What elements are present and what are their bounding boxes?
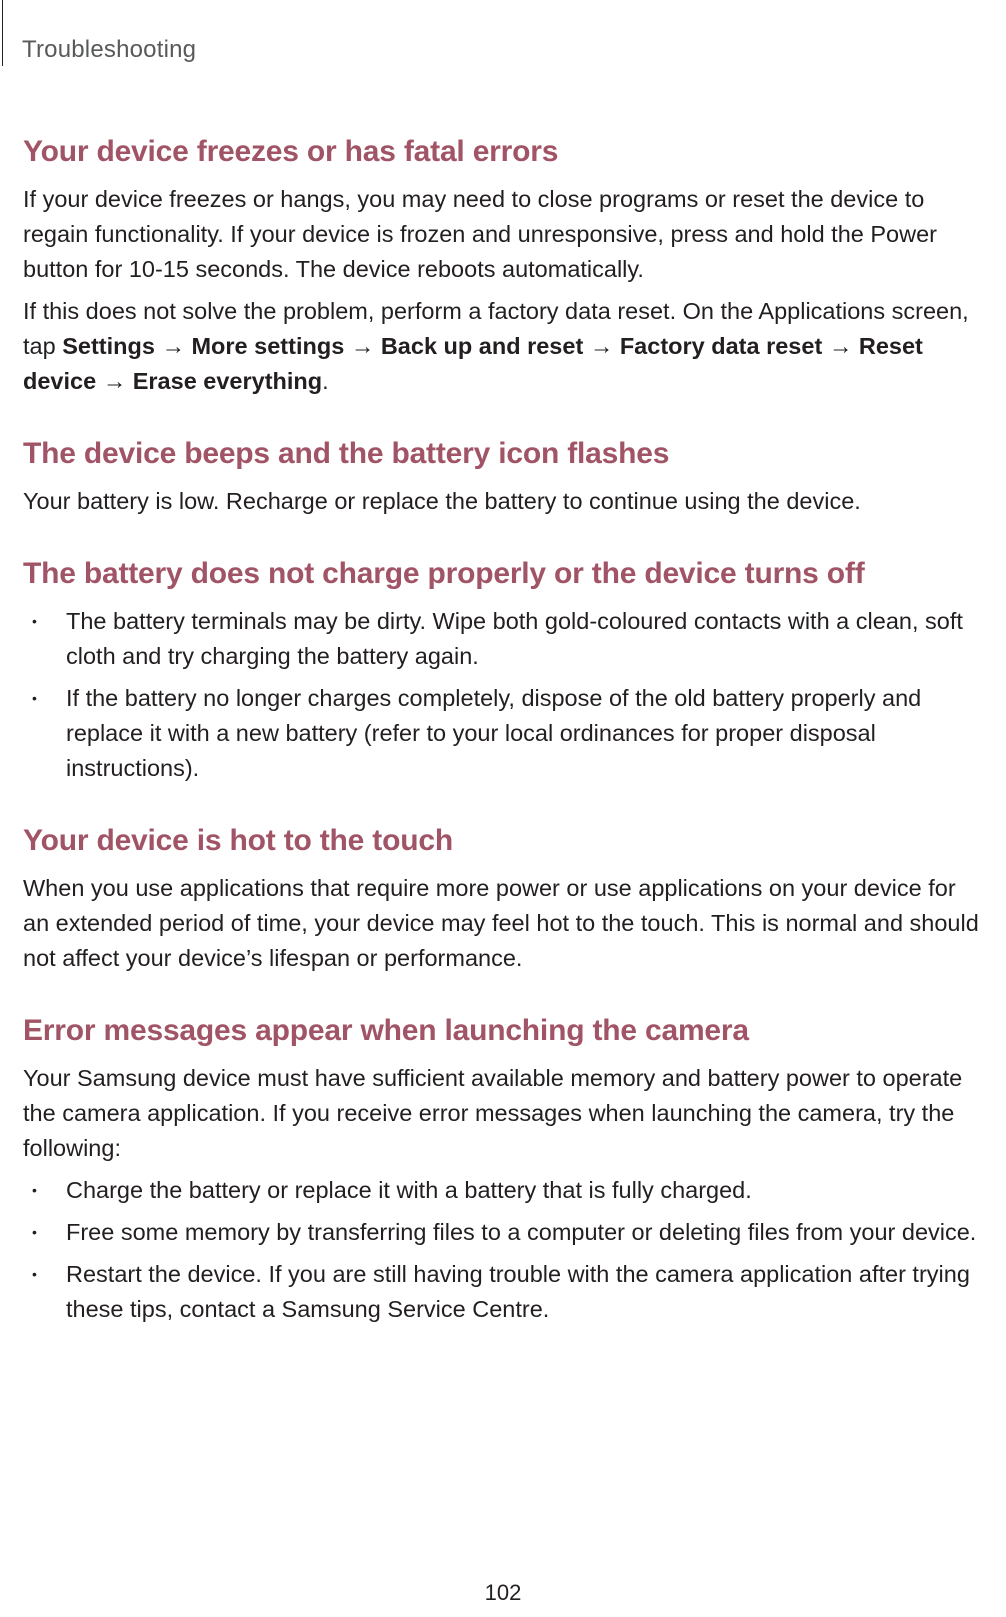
period: . (322, 368, 329, 394)
section-heading: The battery does not charge properly or the device turns off (23, 557, 865, 590)
paragraph: If your device freezes or hangs, you may need to close programs or reset the device to regain functionality. If your device is frozen and unresponsive, press and hold the Power button for 10-15 seconds. The device reboots automatically. (23, 186, 937, 282)
section-heading: Error messages appear when launching the camera (23, 1014, 749, 1047)
chapter-title: Troubleshooting (22, 36, 197, 63)
section-heading: Your device freezes or has fatal errors (23, 135, 559, 168)
section-device-hot (23, 820, 981, 976)
bullet-list (23, 604, 981, 786)
page-content (23, 131, 981, 1327)
paragraph: Your battery is low. Recharge or replace the battery to continue using the device. (23, 488, 861, 514)
path-erase-everything: Erase everything (132, 368, 323, 394)
intro-text: If this does not solve the problem, perform a factory data reset. On the Applications screen, tap (23, 298, 969, 359)
arrow: → (102, 368, 127, 394)
arrow: → (828, 333, 853, 359)
arrow: → (161, 333, 185, 359)
corner-rule (2, 0, 3, 66)
paragraph: Your Samsung device must have sufficient available memory and battery power to operate the camera application. If you receive error messages when launching the camera, try the following: (23, 1065, 963, 1161)
list-item: • The battery terminals may be dirty. Wipe both gold-coloured contacts with a clean, soft cloth and try charging the battery again. (23, 604, 981, 674)
list-item: • Restart the device. If you are still having trouble with the camera application after trying these tips, contact a Samsung Service Centre. (23, 1257, 981, 1327)
section-battery-beeps (23, 433, 981, 519)
list-item: • If the battery no longer charges completely, dispose of the old battery properly and replace it with a new battery (refer to your local ordinances for proper disposal instructions). (23, 681, 981, 786)
path-settings: Settings (62, 333, 155, 359)
paragraph-factory-reset (23, 294, 981, 399)
path-reset-device: Reset device (23, 333, 923, 394)
list-item: • Charge the battery or replace it with a battery that is fully charged. (23, 1173, 981, 1208)
section-heading: Your device is hot to the touch (23, 824, 453, 857)
section-camera-errors (23, 1010, 981, 1327)
section-battery-charge (23, 553, 981, 786)
path-more-settings: More settings (191, 333, 345, 359)
page-number: 102 (484, 1580, 522, 1605)
bullet-list (23, 1173, 981, 1327)
section-freezes (23, 131, 981, 399)
arrow: → (589, 333, 614, 359)
paragraph: When you use applications that require more power or use applications on your device for an extended period of time, your device may feel hot to the touch. This is normal and should not affect your device’s lifespan or performance. (23, 875, 979, 971)
list-item: • Free some memory by transferring files to a computer or deleting files from your device. (23, 1215, 981, 1250)
path-factory-data-reset: Factory data reset (619, 333, 823, 359)
section-heading: The device beeps and the battery icon flashes (23, 437, 670, 470)
path-back-up-and-reset: Back up and reset (380, 333, 584, 359)
arrow: → (350, 333, 375, 359)
